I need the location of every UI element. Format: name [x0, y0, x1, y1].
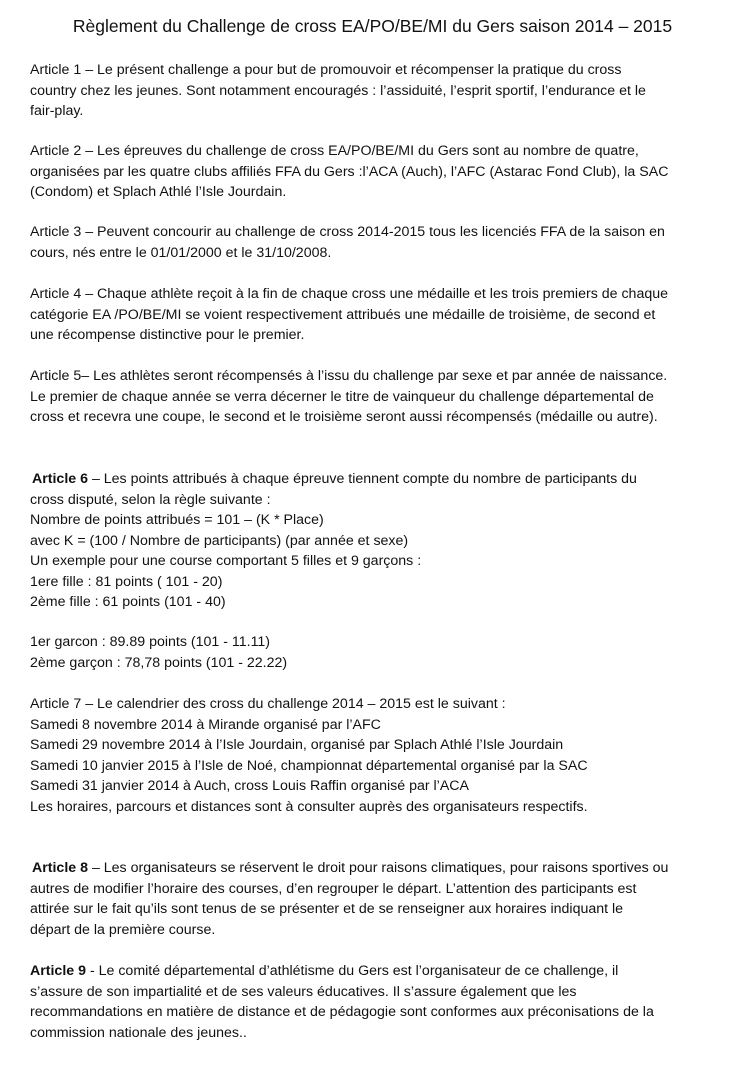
article-line: fair-play. [30, 103, 84, 119]
article-line: autres de modifier l’horaire des courses, d’en regrouper le départ. L’attention des participants est [30, 880, 637, 897]
calendar-line: Samedi 10 janvier 2015 à l’Isle de Noé, championnat départemental organisé par la SAC [30, 757, 588, 774]
document-title: Règlement du Challenge de cross EA/PO/BE/MI du Gers saison 2014 – 2015 [72, 16, 673, 36]
article-5 [30, 366, 725, 428]
article-line-rest: – Les points attribués à chaque épreuve tiennent compte du nombre de participants du [88, 471, 637, 487]
article-heading: Article 8 [32, 860, 88, 876]
article-4 [30, 284, 725, 346]
example-line: 1ere fille : 81 points ( 101 - 20) [30, 573, 223, 590]
article-3 [30, 222, 725, 263]
article-line: (Condom) et Splach Athlé l’Isle Jourdain. [30, 184, 287, 200]
article-line: s’assure de son impartialité et de ses valeurs éducatives. Il s’assure également que les [30, 983, 577, 1000]
article-line: attirée sur le fait qu’ils sont tenus de se présenter et de se renseigner aux horaires indiquant le [30, 901, 624, 917]
article-7 [30, 694, 725, 817]
article-line: Article 2 – Les épreuves du challenge de cross EA/PO/BE/MI du Gers sont au nombre de quatre, [30, 143, 639, 159]
article-line: commission nationale des jeunes.. [30, 1024, 247, 1041]
calendar-line: Samedi 29 novembre 2014 à l’Isle Jourdain, organisé par Splach Athlé l’Isle Jourdain [30, 737, 564, 753]
article-line-rest: – Les organisateurs se réservent le droit pour raisons climatiques, pour raisons sportives ou [88, 860, 669, 876]
article-line: Un exemple pour une course comportant 5 filles et 9 garçons : [30, 553, 422, 569]
calendar-line: Samedi 31 janvier 2014 à Auch, cross Louis Raffin organisé par l’ACA [30, 778, 470, 794]
example-line: 2ème garçon : 78,78 points (101 - 22.22) [30, 654, 288, 671]
article-line: catégorie EA /PO/BE/MI se voient respectivement attribués une médaille de troisième, de second et [30, 306, 656, 323]
article-line: recommandations en matière de distance et de pédagogie sont conformes aux préconisations de la [30, 1004, 654, 1020]
article-1 [30, 60, 725, 122]
article-heading: Article 6 [32, 471, 88, 487]
article-line-rest: - Le comité départemental d’athlétisme du Gers est l’organisateur de ce challenge, il [86, 963, 619, 979]
article-heading: Article 9 [30, 963, 86, 979]
article-line: Article 1 – Le présent challenge a pour but de promouvoir et récompenser la pratique du cross [30, 62, 622, 78]
article-line: Article 3 – Peuvent concourir au challenge de cross 2014-2015 tous les licenciés FFA de la saison en [30, 224, 665, 240]
article-8 [30, 858, 725, 940]
article-first-line [30, 858, 725, 879]
formula-line: avec K = (100 / Nombre de participants) (par année et sexe) [30, 532, 409, 549]
article-first-line [30, 961, 725, 982]
calendar-line: Samedi 8 novembre 2014 à Mirande organisé par l’AFC [30, 716, 381, 733]
article-line: cours, nés entre le 01/01/2000 et le 31/10/2008. [30, 244, 332, 261]
article-line: une récompense distinctive pour le premier. [30, 327, 305, 343]
example-line: 2ème fille : 61 points (101 - 40) [30, 594, 226, 610]
example-line: 1er garcon : 89.89 points (101 - 11.11) [30, 634, 271, 650]
article-line: Le premier de chaque année se verra décerner le titre de vainqueur du challenge départemental de [30, 388, 654, 405]
article-line: Article 7 – Le calendrier des cross du challenge 2014 – 2015 est le suivant : [30, 696, 506, 712]
article-2 [30, 141, 725, 203]
article-line: Article 4 – Chaque athlète reçoit à la fin de chaque cross une médaille et les trois premiers de chaque [30, 286, 669, 302]
article-line: Les horaires, parcours et distances sont à consulter auprès des organisateurs respectifs. [30, 798, 588, 815]
article-line: Article 5– Les athlètes seront récompensés à l’issu du challenge par sexe et par année de naissance. [30, 368, 668, 384]
article-9 [30, 961, 725, 1043]
formula-line: Nombre de points attribués = 101 – (K * Place) [30, 512, 324, 528]
article-line: cross et recevra une coupe, le second et le troisième seront aussi récompensés (médaille ou autre). [30, 409, 658, 425]
article-6-boys-examples [30, 632, 725, 673]
article-line: cross disputé, selon la règle suivante : [30, 491, 271, 508]
article-line: départ de la première course. [30, 921, 216, 938]
article-first-line [30, 469, 725, 490]
article-6 [30, 469, 725, 613]
article-line: country chez les jeunes. Sont notamment encouragés : l’assiduité, l’esprit sportif, l’endurance et le [30, 82, 646, 99]
article-line: organisées par les quatre clubs affiliés FFA du Gers :l’ACA (Auch), l’AFC (Astarac Fond Club), la SAC [30, 163, 669, 180]
